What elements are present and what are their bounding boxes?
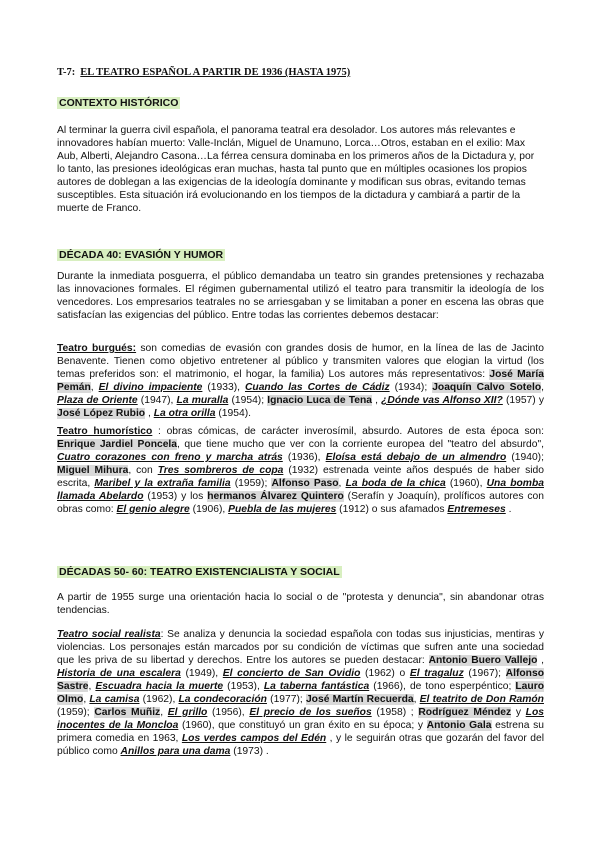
section-heading-decada-40: DÉCADA 40: EVASIÓN Y HUMOR (59, 249, 224, 261)
paragraph-orientacion-social: A partir de 1955 surge una orientación hacia lo social o de "protesta y denuncia", sin abandonar otras tendencias. (57, 592, 544, 616)
paragraph-teatro-humoristico: Teatro humorístico : obras cómicas, de carácter inverosímil, absurdo. Autores de esta época son: Enrique Jardiel Poncela, que tiene mucho que ver con la corriente europea del "teatro del absurdo", Cuatro corazones con freno y marcha atrás (1936), Eloísa está debajo de un almendro (1940); Miguel Mihura, con Tres sombreros de copa (1932) estrenada veinte años después de haber sido escrita, Maribel y la extraña familia (1959); Alfonso Paso, La boda de la chica (1960), Una bomba llamada Abelardo (1953) y los hermanos Álvarez Quintero (Serafín y Joaquín), prolíficos autores con obras como: El genio alegre (1906), Puebla de las mujeres (1912) o sus afamados Entremeses . (57, 426, 545, 515)
paragraph-teatro-social-realista: Teatro social realista: Se analiza y denuncia la sociedad española con todas sus injusticias, mentiras y violencias. Los personajes están marcados por su condición de víctimas que sufren ante una sociedad que les priva de su libertad y derechos. Entre los autores se pueden destacar: Antonio Buero Vallejo , Historia de una escalera (1949), El concierto de San Ovidio (1962) o El tragaluz (1967); Alfonso Sastre, Escuadra hacia la muerte (1953), La taberna fantástica (1966), de tono esperpéntico; Lauro Olmo, La camisa (1962), La condecoración (1977); José Martín Recuerda, El teatrito de Don Ramón (1959); Carlos Muñiz, El grillo (1956), El precio de los sueños (1958) ; Rodríguez Méndez y Los inocentes de la Moncloa (1960), que constituyó un gran éxito en su época; y Antonio Gala estrena su primera comedia en 1963, Los verdes campos del Edén , y le seguirán otras que gozarán del favor del público como Anillos para una dama (1973) . (57, 629, 544, 757)
section-heading-contexto: CONTEXTO HISTÓRICO (59, 97, 179, 109)
paragraph-contexto: Al terminar la guerra civil española, el panorama teatral era desolador. Los autores más relevantes e innovadores habían muerto: Valle-Inclán, Miguel de Unamuno, Lorca…Otros, estaban en el exilio: Max Aub, Alberti, Alejandro Casona…La férrea censura dominaba en los primeros años de la Dictadura y, por lo tanto, las presiones ideológicas eran muchas, hasta tal punto que en múltiples ocasiones los propios autores de doblegan a las exigencias de la ideología dominante y modifican sus obras, evitando temas susceptibles. Esta situación irá evolucionando en los tiempos de la dictadura y cambiará a partir de la muerte de Franco. (57, 125, 535, 214)
section-heading-decadas-50-60: DÉCADAS 50- 60: TEATRO EXISTENCIALISTA Y SOCIAL (59, 566, 340, 578)
paragraph-teatro-burgues: Teatro burgués: son comedias de evasión con grandes dosis de humor, en la línea de las de Jacinto Benavente. Tienen como objetivo entretener al público y transmiten valores que elogian la virtud (los temas preferidos son: el matrimonio, el hogar, la familia) Los autores más representativos: José María Pemán, El divino impaciente (1933), Cuando las Cortes de Cádiz (1934); Joaquín Calvo Sotelo, Plaza de Oriente (1947), La muralla (1954); Ignacio Luca de Tena , ¿Dónde vas Alfonso XII? (1957) y José López Rubio , La otra orilla (1954). (57, 343, 545, 419)
title-label: T-7: (57, 67, 76, 78)
title-text: EL TEATRO ESPAÑOL A PARTIR DE 1936 (HASTA 1975) (80, 67, 351, 78)
document-title (57, 66, 544, 79)
paragraph-posguerra: Durante la inmediata posguerra, el público demandaba un teatro sin grandes pretensiones y rechazaba las innovaciones formales. El régimen gubernamental utilizó el teatro para transmitir la ideología de los vencedores. Los empresarios teatrales no se arriesgaban y se limitaban a poner en escena las obras que satisfacían las exigencias del público. Entre todas las corrientes debemos destacar: (57, 271, 544, 321)
